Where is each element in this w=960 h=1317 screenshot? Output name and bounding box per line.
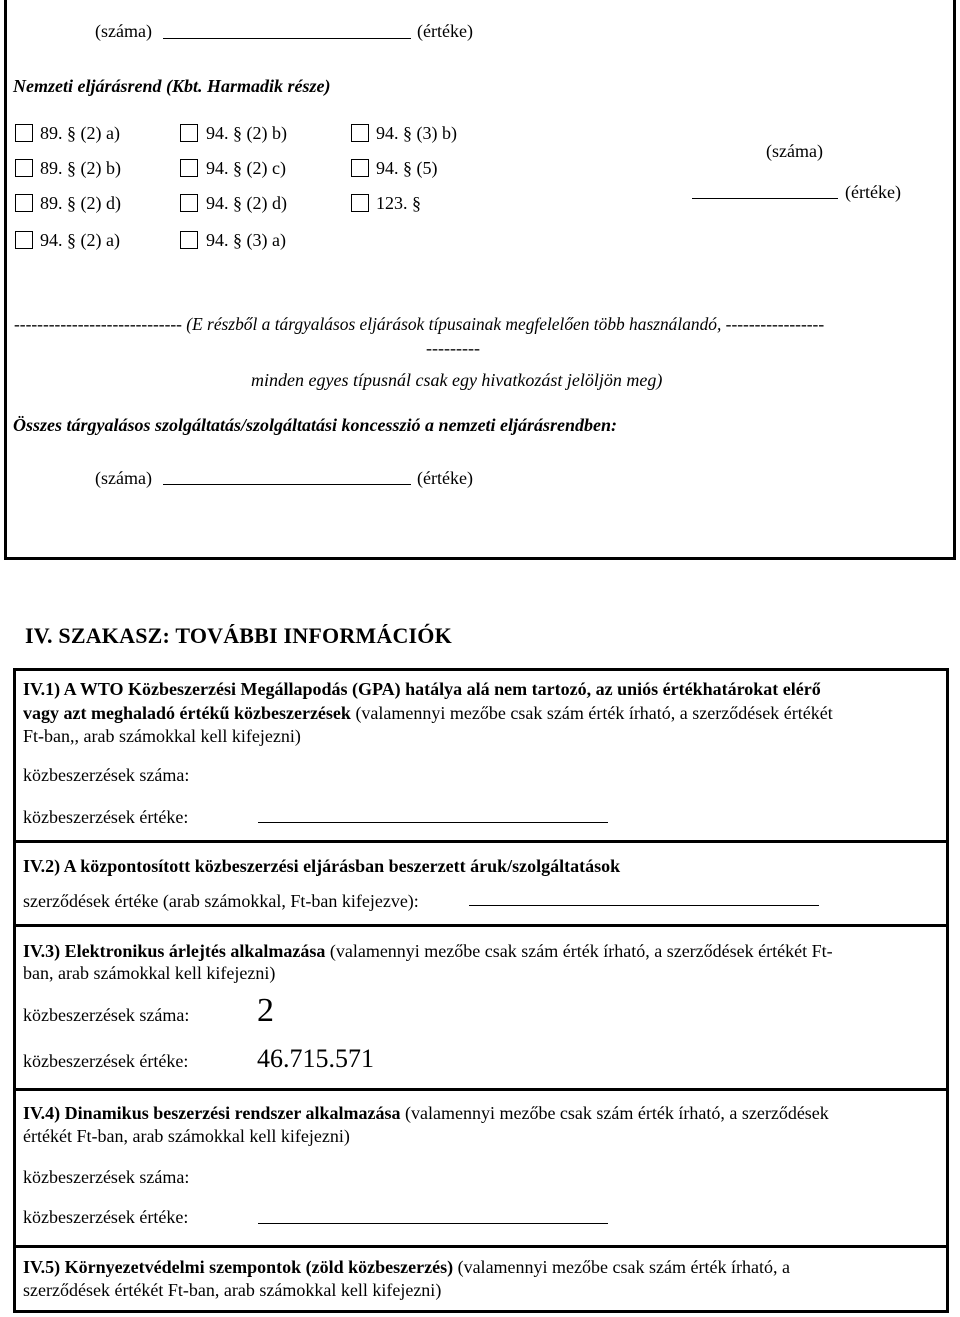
iv1-instruction: (valamennyi mezőbe csak szám érték írható, a szerződések értékét [350,703,833,723]
instruction-note-line: minden egyes típusnál csak egy hivatkozást jelöljön meg) [251,370,663,390]
iv1-title-bold: vagy azt meghaladó értékű közbeszerzések [23,703,351,723]
iv3-title: IV.3) Elektronikus árlejtés alkalmazása [23,941,326,961]
iv5-title-line [23,1256,790,1278]
checkbox-94-2d[interactable] [180,194,198,212]
iv2-value-field[interactable] [469,905,819,906]
checkbox-label: 94. § (3) b) [376,123,457,143]
value-label: (értéke) [845,182,901,202]
number-label: (száma) [95,21,152,41]
iv3-value-value: 46.715.571 [257,1044,374,1073]
checkbox-label: 89. § (2) a) [40,123,120,143]
iv3-instruction: (valamennyi mezőbe csak szám érték írható, a szerződések értékét Ft- [325,941,833,961]
iv5-instruction-line2: szerződések értékét Ft-ban, arab számokkal kell kifejezni) [23,1280,442,1300]
checkbox-94-5[interactable] [351,159,369,177]
number-field-line[interactable] [163,38,411,39]
number-label: (száma) [95,468,152,488]
iv4-instruction: (valamennyi mezőbe csak szám érték írható, a szerződések [400,1103,829,1123]
checkbox-94-3b[interactable] [351,124,369,142]
value-field-line[interactable] [692,198,838,199]
iv1-value-field[interactable] [258,822,608,823]
iv4-value-field[interactable] [258,1223,608,1224]
value-label: (értéke) [417,21,473,41]
checkbox-label: 89. § (2) d) [40,193,121,213]
iv1-instruction-line3: Ft-ban,, arab számokkal kell kifejezni) [23,726,301,746]
checkbox-label: 123. § [376,193,421,213]
iv4-title-line [23,1102,829,1124]
checkbox-94-2b[interactable] [180,124,198,142]
total-negotiated-heading: Összes tárgyalásos szolgáltatás/szolgáltatási koncesszió a nemzeti eljárásrendben: [13,415,618,435]
number-field-line[interactable] [163,484,411,485]
iv4-count-label: közbeszerzések száma: [23,1167,190,1187]
iv4-title: IV.4) Dinamikus beszerzési rendszer alkalmazása [23,1103,401,1123]
iv1-title-line2 [23,702,833,724]
checkbox-89-2a[interactable] [15,124,33,142]
iv3-count-label: közbeszerzések száma: [23,1005,190,1025]
checkbox-label: 94. § (2) c) [206,158,286,178]
checkbox-89-2b[interactable] [15,159,33,177]
iv5-title: IV.5) Környezetvédelmi szempontok (zöld közbeszerzés) [23,1257,454,1277]
section-heading: IV. SZAKASZ: TOVÁBBI INFORMÁCIÓK [25,623,452,648]
iv4-value-label: közbeszerzések értéke: [23,1207,189,1227]
checkbox-label: 94. § (2) a) [40,230,120,250]
checkbox-label: 94. § (5) [376,158,438,178]
checkbox-label: 94. § (3) a) [206,230,286,250]
checkbox-label: 94. § (2) d) [206,193,287,213]
checkbox-94-2a[interactable] [15,231,33,249]
iv3-count-value: 2 [257,992,274,1029]
checkbox-label: 89. § (2) b) [40,158,121,178]
national-procedure-heading: Nemzeti eljárásrend (Kbt. Harmadik része) [13,76,331,96]
instruction-note-continued: --------- [426,338,480,358]
iv2-value-label: szerződések értéke (arab számokkal, Ft-ban kifejezve): [23,891,419,911]
iv1-count-label: közbeszerzések száma: [23,765,190,785]
checkbox-94-2c[interactable] [180,159,198,177]
iv1-value-label: közbeszerzések értéke: [23,807,189,827]
value-label: (értéke) [417,468,473,488]
iv2-box [13,840,949,927]
checkbox-89-2d[interactable] [15,194,33,212]
checkbox-123[interactable] [351,194,369,212]
iv3-title-line [23,940,833,962]
iv3-instruction-line2: ban, arab számokkal kell kifejezni) [23,963,276,983]
iv1-title: IV.1) A WTO Közbeszerzési Megállapodás (GPA) hatálya alá nem tartozó, az uniós értékhatárokat elérő [23,679,821,699]
checkbox-label: 94. § (2) b) [206,123,287,143]
iv2-title: IV.2) A központosított közbeszerzési eljárásban beszerzett áruk/szolgáltatások [23,856,621,876]
iv3-value-label: közbeszerzések értéke: [23,1051,189,1071]
iv4-instruction-line2: értékét Ft-ban, arab számokkal kell kifejezni) [23,1126,350,1146]
instruction-note: ----------------------------- (E részből a tárgyalásos eljárások típusainak megfelelően több használandó, ----------------- [14,314,825,334]
number-label: (száma) [766,141,823,161]
iv5-instruction: (valamennyi mezőbe csak szám érték írható, a [453,1257,790,1277]
checkbox-94-3a[interactable] [180,231,198,249]
